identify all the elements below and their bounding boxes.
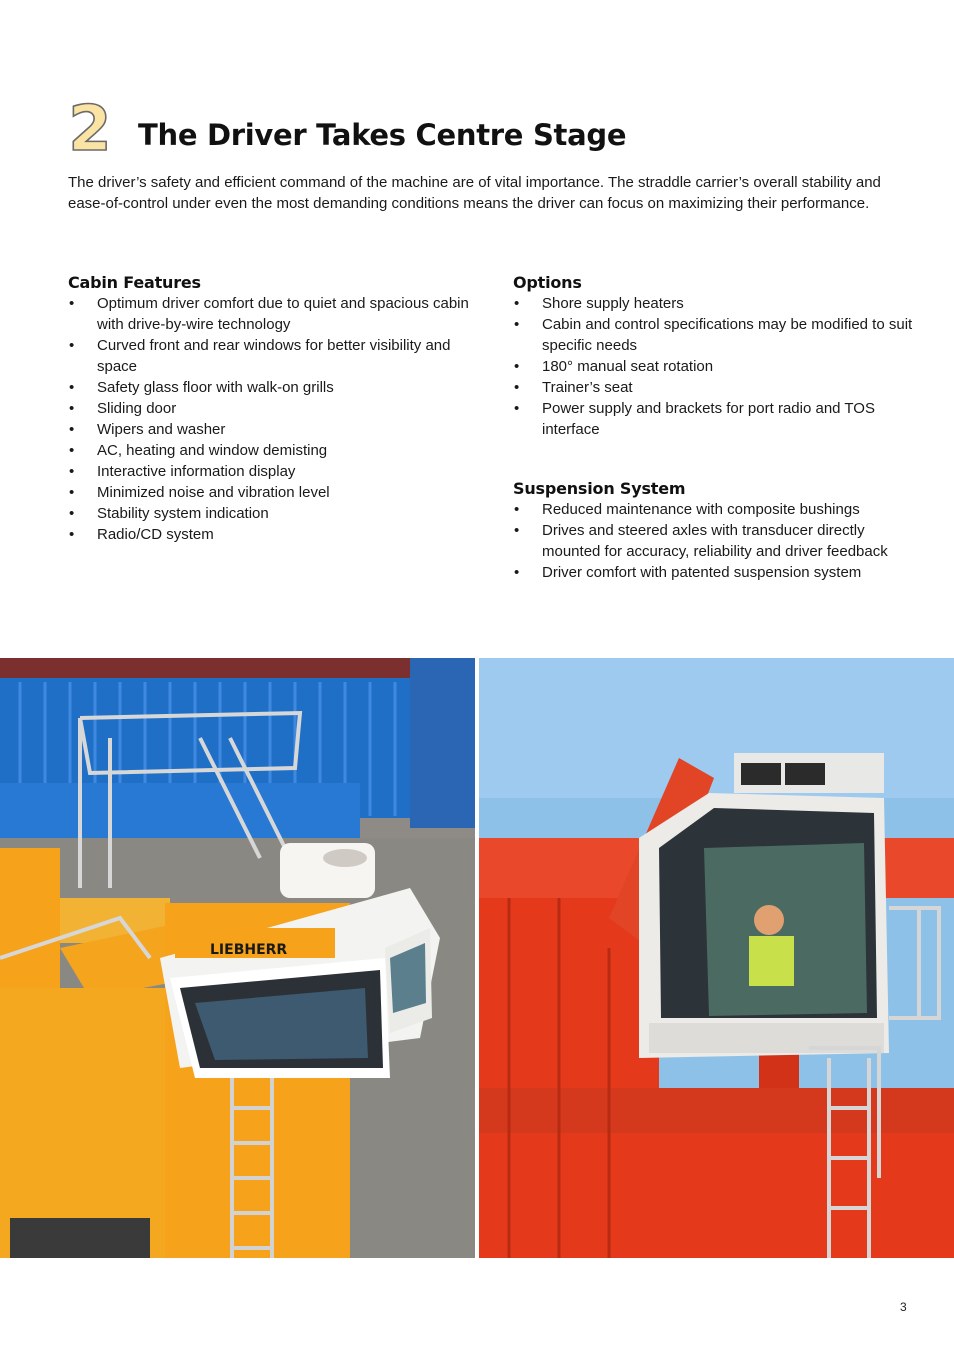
yellow-carrier-cabin-image [0, 658, 475, 1258]
options-heading: Options [513, 273, 582, 292]
list-item: • Stability system indication [68, 503, 478, 524]
list-item: • Minimized noise and vibration level [68, 482, 478, 503]
list-item: • Radio/CD system [68, 524, 478, 545]
liebherr-logo-text: LIEBHERR [210, 942, 288, 958]
cabin-features-section [68, 272, 478, 545]
list-item: • Shore supply heaters [513, 293, 913, 314]
page-number: 3 [900, 1300, 907, 1314]
list-item: • Sliding door [68, 398, 478, 419]
intro-paragraph: The driver’s safety and efficient command of the machine are of vital importance. The straddle carrier’s overall stability and ease-of-control under even the most demanding conditions means the driver can focus on maximizing their performance. [68, 174, 881, 212]
list-item: • Cabin and control specifications may be modified to suit specific needs [513, 314, 913, 356]
right-column [513, 272, 913, 583]
list-item: • Driver comfort with patented suspension system [513, 562, 913, 583]
cabin-photo-left [0, 658, 475, 1258]
list-item: • 180° manual seat rotation [513, 356, 913, 377]
list-item: • Reduced maintenance with composite bushings [513, 499, 913, 520]
section-spacer [513, 440, 913, 478]
section-number: 2 [68, 96, 112, 156]
page-title: The Driver Takes Centre Stage [138, 118, 627, 152]
list-item: • Trainer’s seat [513, 377, 913, 398]
list-item: • Drives and steered axles with transducer directly mounted for accuracy, reliability and driver feedback [513, 520, 913, 562]
cabin-features-heading: Cabin Features [68, 273, 201, 292]
list-item: • Wipers and washer [68, 419, 478, 440]
cabin-features-list [68, 293, 478, 545]
section-number-graphic [66, 96, 114, 156]
cabin-photo-right [479, 658, 954, 1258]
list-item: • Curved front and rear windows for better visibility and space [68, 335, 478, 377]
list-item: • Interactive information display [68, 461, 478, 482]
list-item: • Power supply and brackets for port radio and TOS interface [513, 398, 913, 440]
suspension-system-list [513, 499, 913, 583]
suspension-system-heading: Suspension System [513, 479, 686, 498]
options-list [513, 293, 913, 440]
red-carrier-cabin-image [479, 658, 954, 1258]
list-item: • Optimum driver comfort due to quiet and spacious cabin with drive-by-wire technology [68, 293, 478, 335]
suspension-system-section [513, 478, 913, 583]
list-item: • Safety glass floor with walk-on grills [68, 377, 478, 398]
list-item: • AC, heating and window demisting [68, 440, 478, 461]
options-section [513, 272, 913, 440]
